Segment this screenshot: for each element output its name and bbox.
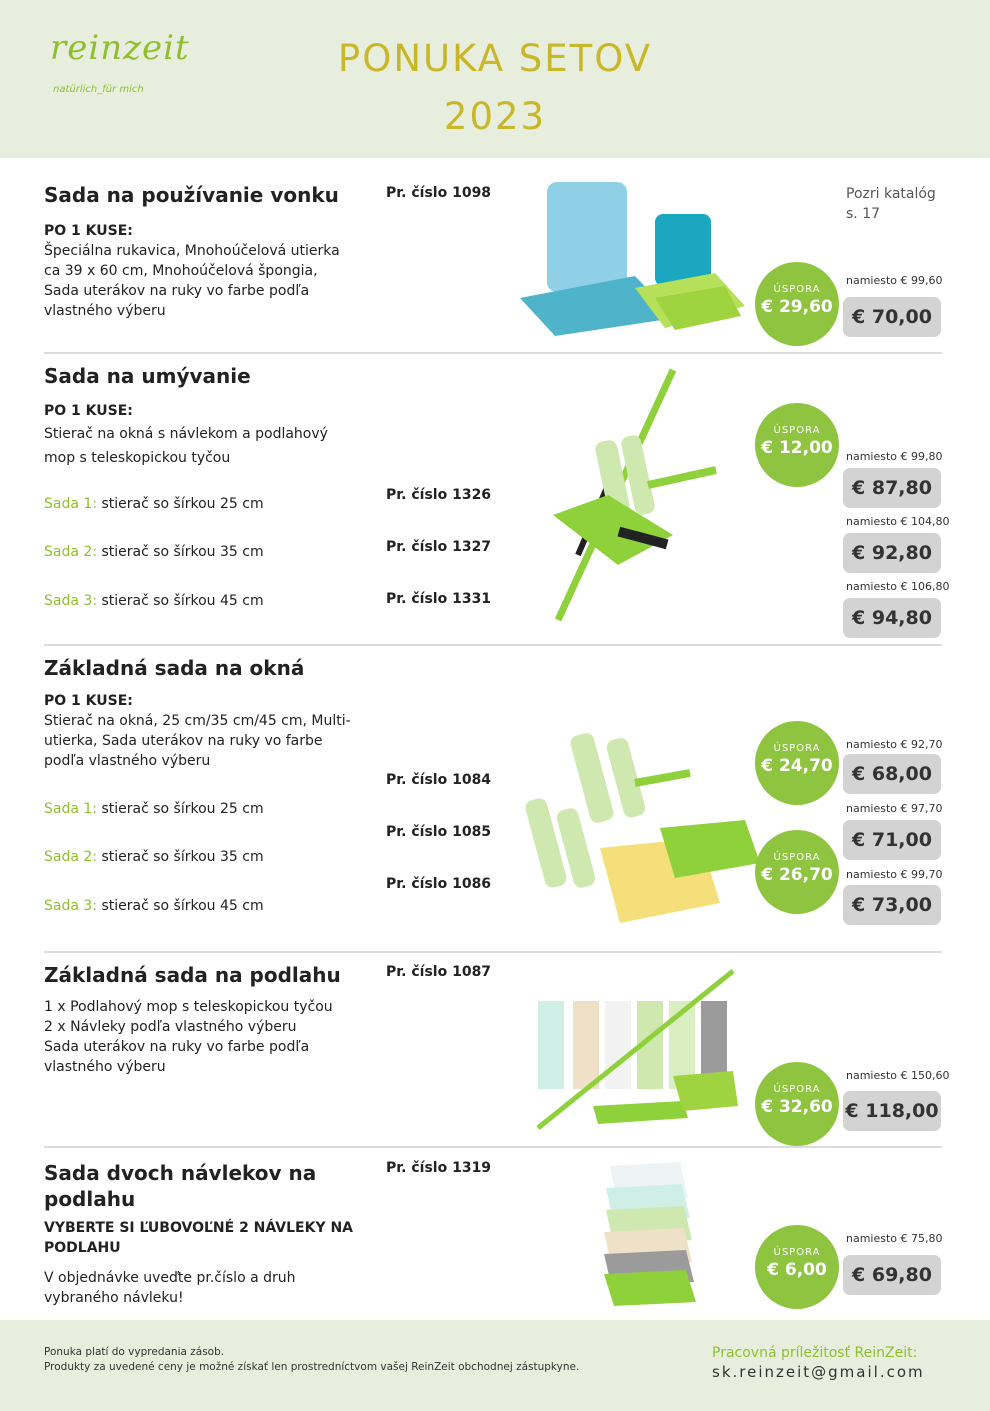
variant-text: stierač so šírkou 35 cm — [101, 849, 264, 865]
section-subhead: PO 1 KUSE: — [44, 403, 133, 419]
savings-label: ÚSPORA — [773, 1247, 821, 1258]
original-price: namiesto € 92,70 — [846, 738, 943, 751]
variant-label: Sada 3: — [44, 898, 98, 914]
variant-label: Sada 3: — [44, 593, 98, 609]
savings-badge — [755, 1225, 839, 1309]
product-image-mop-covers — [600, 1158, 705, 1308]
sale-price: € 68,00 — [843, 754, 941, 794]
desc-line: utierka, Sada uterákov na ruky vo farbe — [44, 733, 323, 749]
desc-line: vlastného výberu — [44, 303, 166, 319]
savings-value: € 26,70 — [761, 865, 833, 885]
product-image-floor-set — [533, 966, 743, 1131]
product-number: Pr. číslo 1087 — [386, 964, 492, 980]
savings-badge — [755, 262, 839, 346]
variant-label: Sada 1: — [44, 801, 98, 817]
catalog-ref-line: s. 17 — [846, 206, 881, 222]
savings-value: € 29,60 — [761, 297, 833, 317]
original-price: namiesto € 99,60 — [846, 274, 943, 287]
sale-price: € 87,80 — [843, 468, 941, 508]
contact-email[interactable]: sk.reinzeit@gmail.com — [712, 1363, 925, 1381]
section-subhead: PO 1 KUSE: — [44, 693, 133, 709]
sale-price: € 71,00 — [843, 820, 941, 860]
variant-text: stierač so šírkou 25 cm — [101, 801, 264, 817]
section-subhead: PO 1 KUSE: — [44, 223, 133, 239]
product-number: Pr. číslo 1098 — [386, 185, 492, 201]
desc-line: Sada uterákov na ruky vo farbe podľa — [44, 1039, 310, 1055]
savings-badge — [755, 1062, 839, 1146]
savings-label: ÚSPORA — [773, 852, 821, 863]
variant-row — [44, 591, 264, 611]
product-number: Pr. číslo 1085 — [386, 824, 492, 840]
title-line: podlahu — [44, 1187, 136, 1211]
product-image-cleaning-set — [548, 365, 728, 630]
section-description — [44, 1268, 296, 1308]
desc-line: mop s teleskopickou tyčou — [44, 450, 231, 466]
page-title — [300, 30, 690, 146]
sale-price: € 70,00 — [843, 297, 941, 337]
variant-row — [44, 847, 264, 867]
desc-line: ca 39 x 60 cm, Mnohoúčelová špongia, — [44, 263, 318, 279]
variant-label: Sada 2: — [44, 544, 98, 560]
savings-label: ÚSPORA — [773, 1084, 821, 1095]
title-line: Sada dvoch návlekov na — [44, 1161, 317, 1185]
original-price: namiesto € 99,80 — [846, 450, 943, 463]
page-header — [0, 0, 990, 158]
savings-value: € 12,00 — [761, 438, 833, 458]
subhead-line: VYBERTE SI ĽUBOVOĽNÉ 2 NÁVLEKY NA — [44, 1220, 354, 1236]
desc-line: Sada uterákov na ruky vo farbe podľa — [44, 283, 310, 299]
original-price: namiesto € 75,80 — [846, 1232, 943, 1245]
section-divider — [44, 644, 942, 646]
section-description — [44, 241, 340, 321]
variant-row — [44, 494, 264, 514]
variant-text: stierač so šírkou 35 cm — [101, 544, 264, 560]
sale-price: € 69,80 — [843, 1255, 941, 1295]
sale-price: € 92,80 — [843, 533, 941, 573]
section-description — [44, 711, 351, 771]
section-description — [44, 422, 328, 470]
original-price: namiesto € 99,70 — [846, 868, 943, 881]
desc-line: V objednávke uveďte pr.číslo a druh — [44, 1270, 296, 1286]
product-number: Pr. číslo 1326 — [386, 487, 492, 503]
variant-row — [44, 542, 264, 562]
desc-line: vybraného návleku! — [44, 1290, 184, 1306]
sale-price: € 94,80 — [843, 598, 941, 638]
section-description — [44, 997, 333, 1077]
desc-line: podľa vlastného výberu — [44, 753, 211, 769]
variant-row — [44, 799, 264, 819]
savings-value: € 6,00 — [767, 1260, 827, 1280]
product-number: Pr. číslo 1086 — [386, 876, 492, 892]
title-line-2: 2023 — [443, 95, 547, 138]
brand-logo: reinzeit — [50, 28, 190, 68]
savings-badge — [755, 403, 839, 487]
section-subhead — [44, 1218, 353, 1258]
desc-line: vlastného výberu — [44, 1059, 166, 1075]
original-price: namiesto € 97,70 — [846, 802, 943, 815]
desc-line: 2 x Návleky podľa vlastného výberu — [44, 1019, 297, 1035]
savings-label: ÚSPORA — [773, 284, 821, 295]
variant-row — [44, 896, 264, 916]
catalog-reference — [846, 184, 936, 224]
savings-value: € 24,70 — [761, 756, 833, 776]
savings-label: ÚSPORA — [773, 743, 821, 754]
original-price: namiesto € 104,80 — [846, 515, 950, 528]
product-image-window-set — [525, 728, 765, 928]
product-image-outdoor-set — [515, 178, 747, 338]
savings-label: ÚSPORA — [773, 425, 821, 436]
variant-label: Sada 2: — [44, 849, 98, 865]
product-number: Pr. číslo 1331 — [386, 591, 492, 607]
original-price: namiesto € 106,80 — [846, 580, 950, 593]
section-title: Sada na používanie vonku — [44, 183, 339, 207]
desc-line: Stierač na okná s návlekom a podlahový — [44, 426, 328, 442]
job-opportunity: Pracovná príležitosť ReinZeit: — [712, 1345, 918, 1361]
variant-text: stierač so šírkou 25 cm — [101, 496, 264, 512]
savings-badge — [755, 830, 839, 914]
section-title: Sada na umývanie — [44, 364, 251, 388]
savings-badge — [755, 721, 839, 805]
section-title — [44, 1160, 316, 1212]
desc-line: Špeciálna rukavica, Mnohoúčelová utierka — [44, 243, 340, 259]
desc-line: 1 x Podlahový mop s teleskopickou tyčou — [44, 999, 333, 1015]
product-number: Pr. číslo 1319 — [386, 1160, 492, 1176]
variant-text: stierač so šírkou 45 cm — [101, 593, 264, 609]
original-price: namiesto € 150,60 — [846, 1069, 950, 1082]
footer-note: Ponuka platí do vypredania zásob. — [44, 1346, 225, 1358]
subhead-line: PODLAHU — [44, 1240, 121, 1256]
brand-tagline: natürlich_für mich — [53, 84, 144, 95]
variant-label: Sada 1: — [44, 496, 98, 512]
variant-text: stierač so šírkou 45 cm — [101, 898, 264, 914]
footer-note: Produkty za uvedené ceny je možné získať len prostredníctvom vašej ReinZeit obchodnej zástupkyne. — [44, 1361, 580, 1373]
section-title: Základná sada na okná — [44, 656, 305, 680]
savings-value: € 32,60 — [761, 1097, 833, 1117]
desc-line: Stierač na okná, 25 cm/35 cm/45 cm, Multi- — [44, 713, 351, 729]
section-divider — [44, 951, 942, 953]
section-title: Základná sada na podlahu — [44, 963, 341, 987]
sale-price: € 73,00 — [843, 885, 941, 925]
catalog-ref-line: Pozri katalóg — [846, 186, 936, 202]
product-number: Pr. číslo 1327 — [386, 539, 492, 555]
section-divider — [44, 1146, 942, 1148]
sale-price: € 118,00 — [843, 1091, 941, 1131]
section-divider — [44, 352, 942, 354]
title-line-1: PONUKA SETOV — [337, 37, 653, 80]
product-number: Pr. číslo 1084 — [386, 772, 492, 788]
